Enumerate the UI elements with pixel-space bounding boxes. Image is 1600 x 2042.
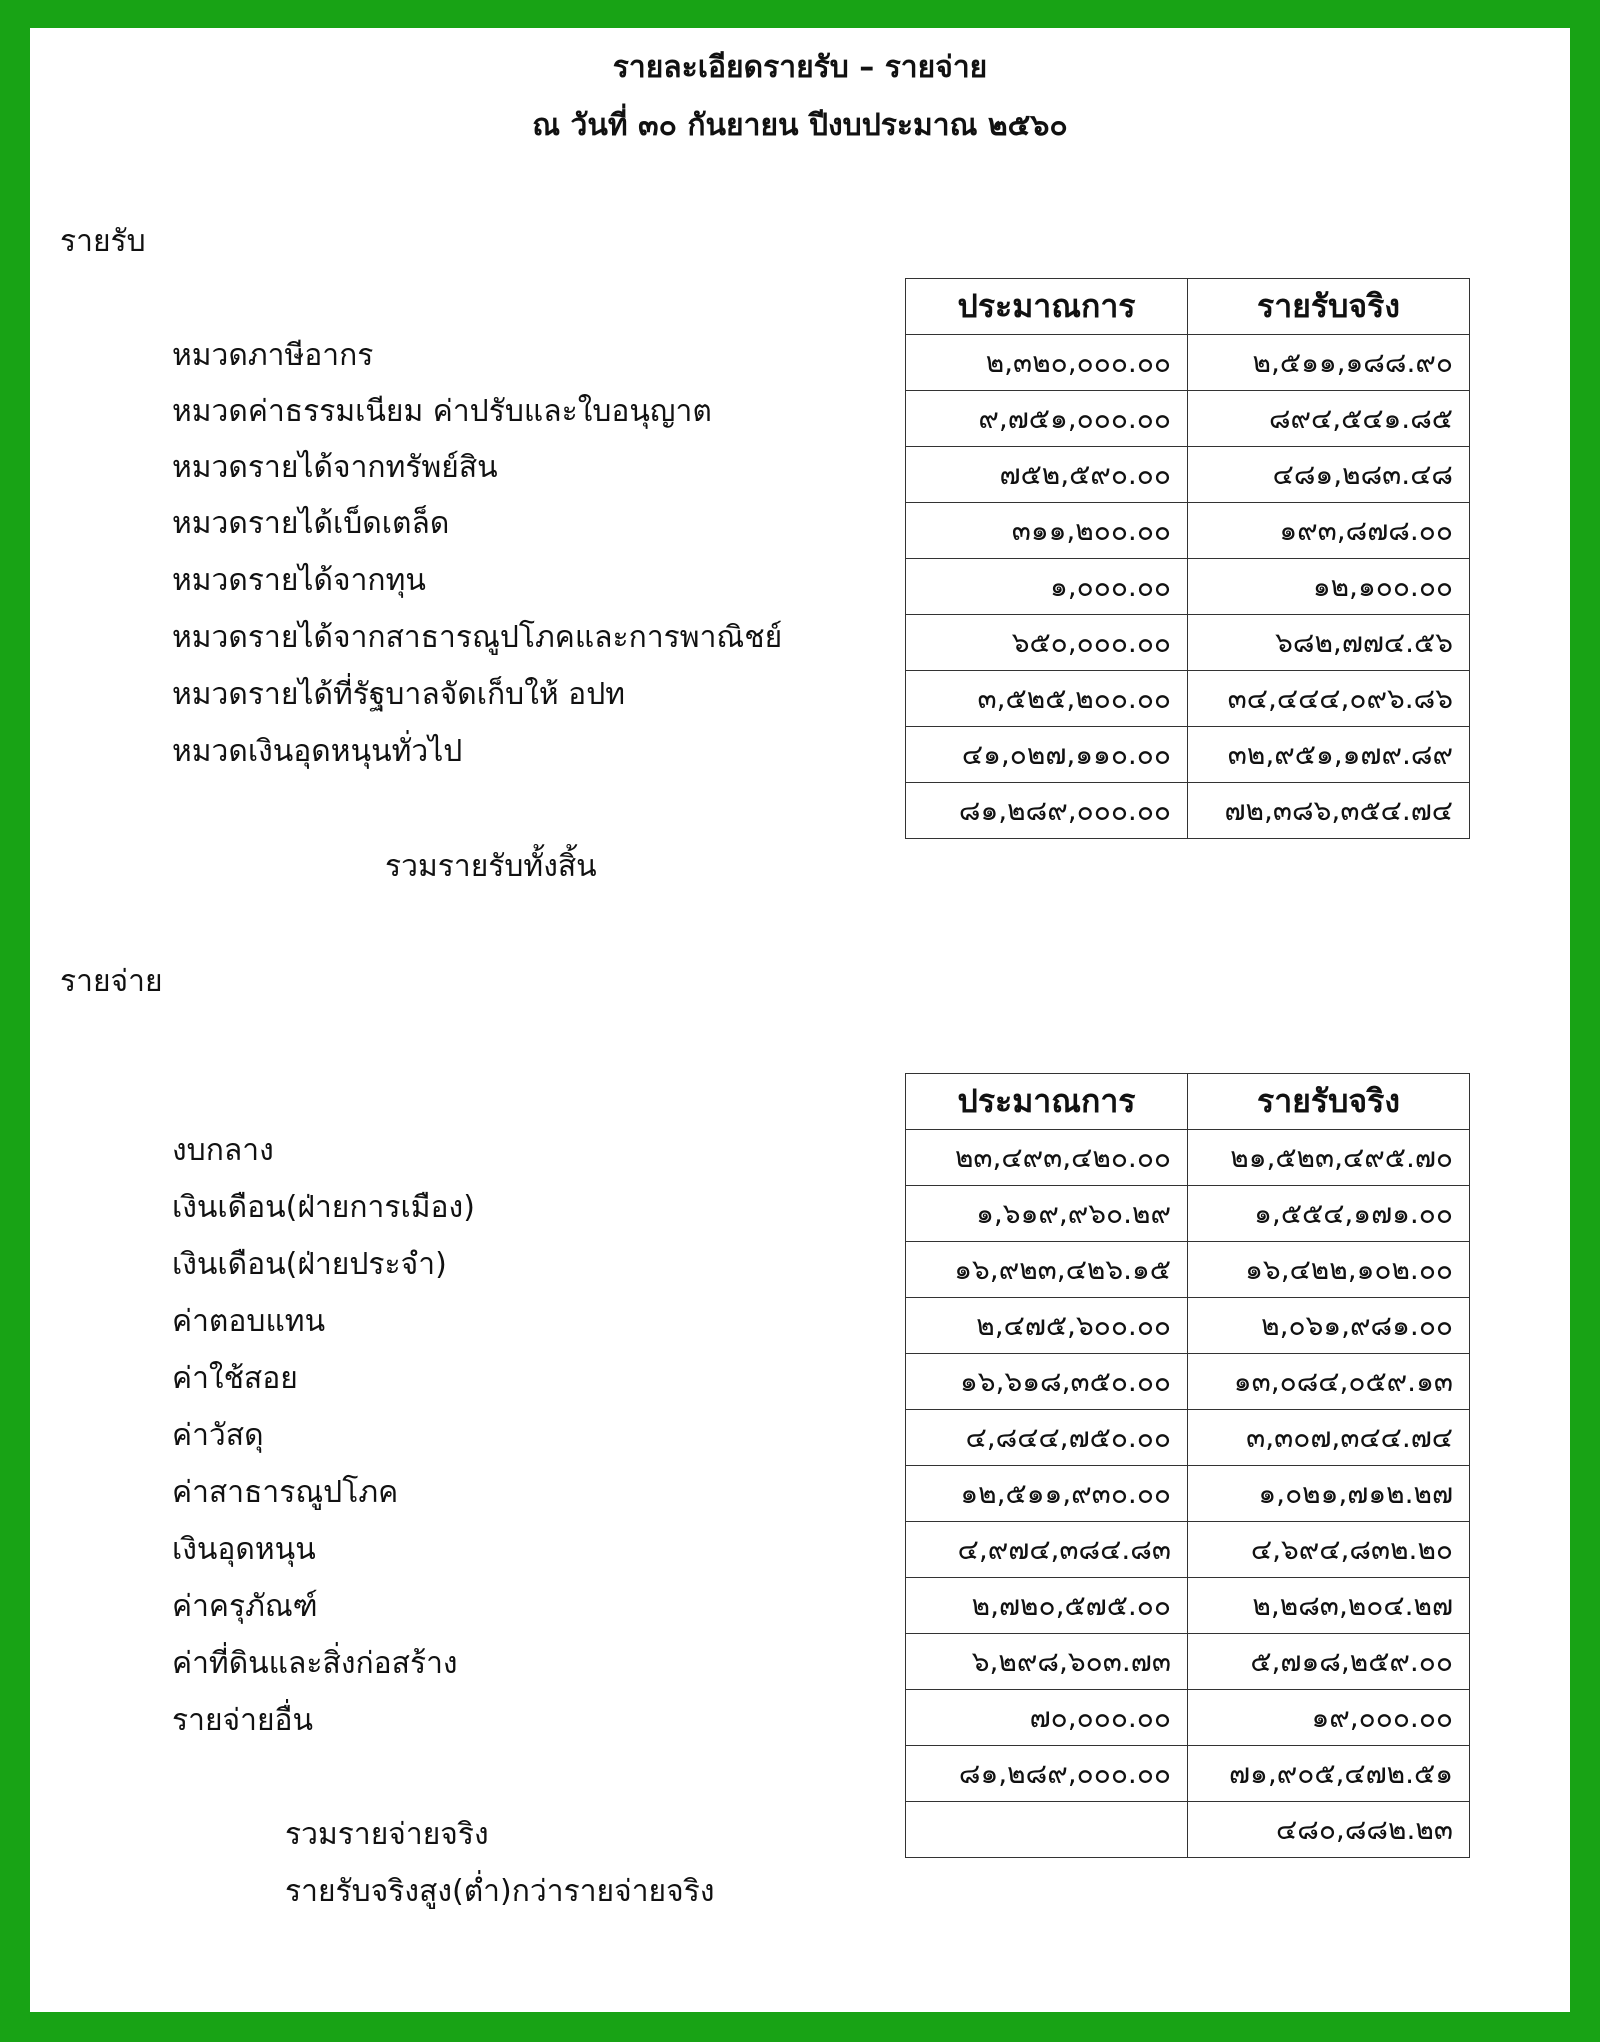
actual-cell: ๖๘๒,๗๗๔.๕๖ [1188, 615, 1470, 671]
estimate-cell [906, 1802, 1188, 1858]
estimate-cell: ๒,๓๒๐,๐๐๐.๐๐ [906, 335, 1188, 391]
expense-item: เงินเดือน(ฝ่ายการเมือง) [172, 1190, 475, 1225]
balance-label: รายรับจริงสูง(ต่ำ)กว่ารายจ่ายจริง [285, 1874, 715, 1909]
estimate-cell: ๑๒,๕๑๑,๙๓๐.๐๐ [906, 1466, 1188, 1522]
table-row [906, 671, 1470, 727]
table-row [906, 1186, 1470, 1242]
actual-cell: ๒,๕๑๑,๑๘๘.๙๐ [1188, 335, 1470, 391]
estimate-cell: ๔,๘๔๔,๗๕๐.๐๐ [906, 1410, 1188, 1466]
actual-cell: ๗๒,๓๘๖,๓๕๔.๗๔ [1188, 783, 1470, 839]
expense-col-estimate: ประมาณการ [906, 1074, 1188, 1130]
actual-cell: ๓๔,๔๔๔,๐๙๖.๘๖ [1188, 671, 1470, 727]
income-table [905, 278, 1470, 839]
table-row [906, 1746, 1470, 1802]
expense-item: ค่าสาธารณูปโภค [172, 1475, 399, 1510]
table-row [906, 1130, 1470, 1186]
estimate-cell: ๘๑,๒๘๙,๐๐๐.๐๐ [906, 783, 1188, 839]
estimate-cell: ๑,๐๐๐.๐๐ [906, 559, 1188, 615]
estimate-cell: ๑๖,๙๒๓,๔๒๖.๑๕ [906, 1242, 1188, 1298]
expense-col-actual: รายรับจริง [1188, 1074, 1470, 1130]
income-item: หมวดค่าธรรมเนียม ค่าปรับและใบอนุญาต [172, 394, 712, 429]
expense-item: เงินอุดหนุน [172, 1532, 316, 1567]
estimate-cell: ๗๐,๐๐๐.๐๐ [906, 1690, 1188, 1746]
estimate-cell: ๘๑,๒๘๙,๐๐๐.๐๐ [906, 1746, 1188, 1802]
table-row [906, 1522, 1470, 1578]
table-row [906, 447, 1470, 503]
table-row [906, 1578, 1470, 1634]
table-row [906, 1298, 1470, 1354]
expense-item: ค่าครุภัณฑ์ [172, 1589, 318, 1624]
actual-cell: ๔,๖๙๔,๘๓๒.๒๐ [1188, 1522, 1470, 1578]
expense-section-label: รายจ่าย [60, 964, 163, 999]
estimate-cell: ๓๑๑,๒๐๐.๐๐ [906, 503, 1188, 559]
actual-cell: ๕,๗๑๘,๒๕๙.๐๐ [1188, 1634, 1470, 1690]
actual-cell: ๑๙,๐๐๐.๐๐ [1188, 1690, 1470, 1746]
income-item: หมวดเงินอุดหนุนทั่วไป [172, 734, 463, 769]
actual-cell: ๑๙๓,๘๗๘.๐๐ [1188, 503, 1470, 559]
income-item: หมวดรายได้จากทุน [172, 563, 426, 598]
title-line-1: รายละเอียดรายรับ – รายจ่าย [612, 50, 988, 85]
actual-cell: ๗๑,๙๐๕,๔๗๒.๕๑ [1188, 1746, 1470, 1802]
actual-cell: ๓,๓๐๗,๓๔๔.๗๔ [1188, 1410, 1470, 1466]
estimate-cell: ๑๖,๖๑๘,๓๕๐.๐๐ [906, 1354, 1188, 1410]
expense-item: ค่าที่ดินและสิ่งก่อสร้าง [172, 1646, 458, 1681]
table-row [906, 615, 1470, 671]
table-row [906, 783, 1470, 839]
table-row [906, 559, 1470, 615]
table-row [906, 1354, 1470, 1410]
table-row [906, 727, 1470, 783]
expense-item: ค่าใช้สอย [172, 1361, 298, 1396]
table-row [906, 1466, 1470, 1522]
actual-cell: ๑๒,๑๐๐.๐๐ [1188, 559, 1470, 615]
actual-cell: ๒,๐๖๑,๙๘๑.๐๐ [1188, 1298, 1470, 1354]
income-item: หมวดภาษีอากร [172, 338, 374, 373]
actual-cell: ๘๙๔,๕๔๑.๘๕ [1188, 391, 1470, 447]
estimate-cell: ๖,๒๙๘,๖๐๓.๗๓ [906, 1634, 1188, 1690]
estimate-cell: ๙,๗๕๑,๐๐๐.๐๐ [906, 391, 1188, 447]
actual-cell: ๑,๐๒๑,๗๑๒.๒๗ [1188, 1466, 1470, 1522]
table-header-row [906, 279, 1470, 335]
table-header-row [906, 1074, 1470, 1130]
document-page [30, 28, 1570, 2012]
estimate-cell: ๓,๕๒๕,๒๐๐.๐๐ [906, 671, 1188, 727]
table-row [906, 391, 1470, 447]
estimate-cell: ๗๕๒,๕๙๐.๐๐ [906, 447, 1188, 503]
table-row [906, 1242, 1470, 1298]
actual-cell: ๔๘๑,๒๘๓.๔๘ [1188, 447, 1470, 503]
expense-table [905, 1073, 1470, 1858]
table-row [906, 503, 1470, 559]
actual-cell: ๓๒,๙๕๑,๑๗๙.๘๙ [1188, 727, 1470, 783]
expense-item: ค่าตอบแทน [172, 1304, 326, 1339]
estimate-cell: ๔๑,๐๒๗,๑๑๐.๐๐ [906, 727, 1188, 783]
title-line-2: ณ วันที่ ๓๐ กันยายน ปีงบประมาณ ๒๕๖๐ [532, 108, 1068, 143]
table-row [906, 1634, 1470, 1690]
income-total-label: รวมรายรับทั้งสิ้น [385, 849, 597, 884]
table-row [906, 335, 1470, 391]
income-col-actual: รายรับจริง [1188, 279, 1470, 335]
actual-cell: ๒,๒๘๓,๒๐๔.๒๗ [1188, 1578, 1470, 1634]
actual-cell: ๔๘๐,๘๘๒.๒๓ [1188, 1802, 1470, 1858]
income-item: หมวดรายได้ที่รัฐบาลจัดเก็บให้ อปท [172, 677, 626, 712]
expense-item: งบกลาง [172, 1133, 274, 1168]
table-row [906, 1802, 1470, 1858]
estimate-cell: ๒,๗๒๐,๕๗๕.๐๐ [906, 1578, 1188, 1634]
income-item: หมวดรายได้จากสาธารณูปโภคและการพาณิชย์ [172, 620, 783, 655]
income-item: หมวดรายได้จากทรัพย์สิน [172, 450, 498, 485]
actual-cell: ๑,๕๕๔,๑๗๑.๐๐ [1188, 1186, 1470, 1242]
estimate-cell: ๒,๔๗๕,๖๐๐.๐๐ [906, 1298, 1188, 1354]
expense-item: ค่าวัสดุ [172, 1418, 264, 1453]
estimate-cell: ๔,๙๗๔,๓๘๔.๘๓ [906, 1522, 1188, 1578]
actual-cell: ๑๖,๔๒๒,๑๐๒.๐๐ [1188, 1242, 1470, 1298]
income-section-label: รายรับ [60, 224, 146, 259]
table-row [906, 1410, 1470, 1466]
estimate-cell: ๒๓,๔๙๓,๔๒๐.๐๐ [906, 1130, 1188, 1186]
expense-total-label: รวมรายจ่ายจริง [285, 1817, 489, 1852]
table-row [906, 1690, 1470, 1746]
estimate-cell: ๑,๖๑๙,๙๖๐.๒๙ [906, 1186, 1188, 1242]
estimate-cell: ๖๕๐,๐๐๐.๐๐ [906, 615, 1188, 671]
actual-cell: ๒๑,๕๒๓,๔๙๕.๗๐ [1188, 1130, 1470, 1186]
actual-cell: ๑๓,๐๘๔,๐๕๙.๑๓ [1188, 1354, 1470, 1410]
income-item: หมวดรายได้เบ็ดเตล็ด [172, 506, 450, 541]
income-col-estimate: ประมาณการ [906, 279, 1188, 335]
expense-item: รายจ่ายอื่น [172, 1703, 314, 1738]
expense-item: เงินเดือน(ฝ่ายประจำ) [172, 1247, 447, 1282]
